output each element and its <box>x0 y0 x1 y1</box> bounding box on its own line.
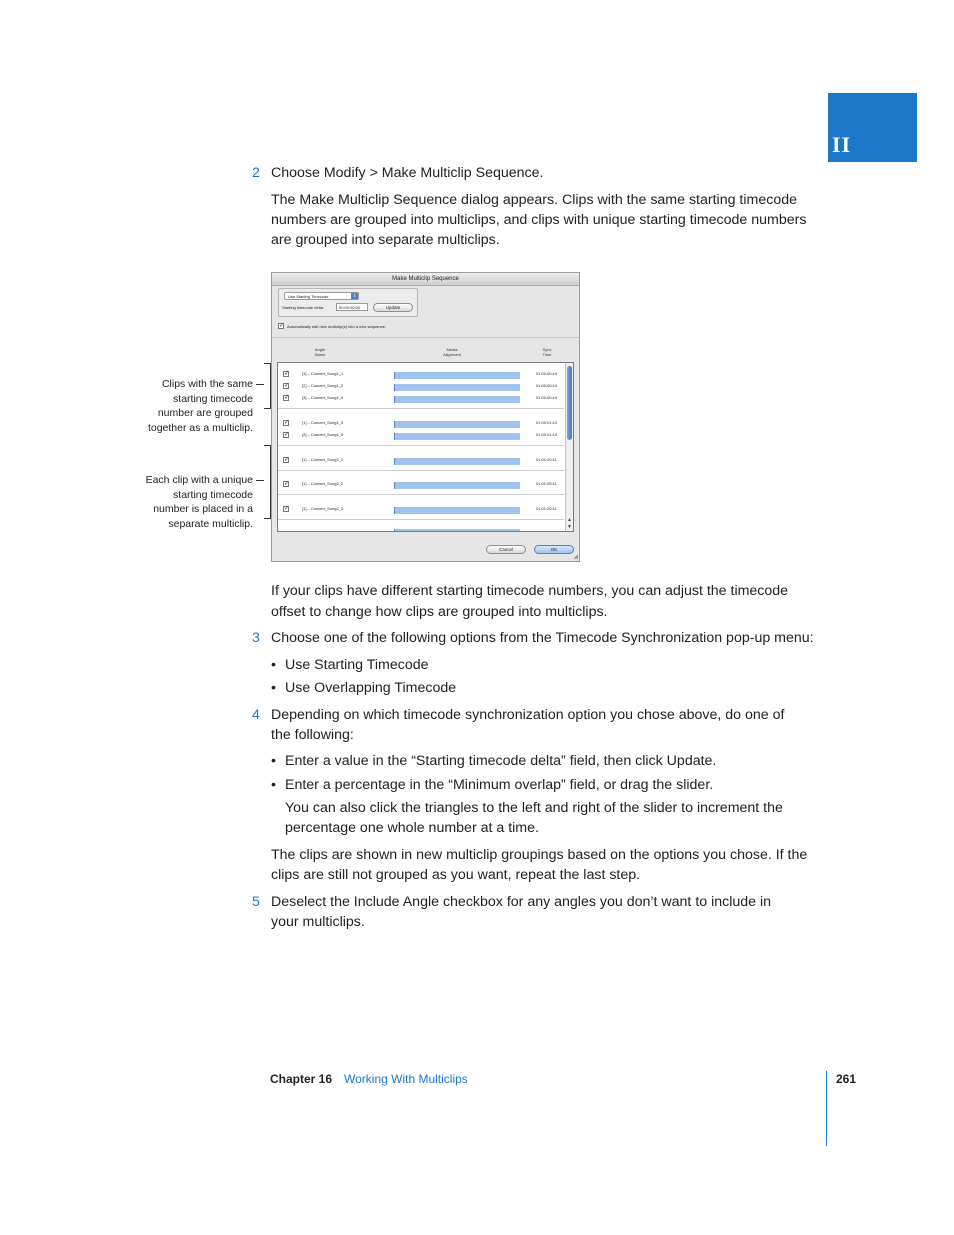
step-2-text: Choose Modify > Make Multiclip Sequence. <box>271 165 544 181</box>
callout-same-leader <box>256 384 264 385</box>
bullet-dot: • <box>271 777 276 793</box>
clip-row[interactable] <box>278 503 564 515</box>
sync-time: 01:00:01:10 <box>536 432 558 437</box>
clip-row[interactable] <box>278 368 564 380</box>
step-4-line-1: Depending on which timecode synchronization option you chose above, do one of <box>271 707 785 723</box>
step-4-sub-line-2: percentage one whole number at a time. <box>285 820 539 836</box>
sync-time: 01:00:01:10 <box>536 420 558 425</box>
sync-time: 01:00:00:10 <box>536 395 558 400</box>
step-2-note-line-3: are grouped into separate multiclips. <box>271 232 500 248</box>
include-angle-checkbox[interactable]: ✓ <box>284 371 290 377</box>
include-angle-checkbox[interactable]: ✓ <box>284 420 290 426</box>
media-alignment-bar <box>394 458 520 465</box>
sync-time: 01:01:05:11 <box>536 481 557 486</box>
footer-rule <box>826 1071 827 1146</box>
dialog-title: Make Multiclip Sequence <box>272 273 579 286</box>
media-alignment-bar <box>394 433 520 440</box>
clip-name: [1] – Concert_Song2_2 <box>302 481 344 486</box>
media-alignment-bar <box>394 372 520 379</box>
include-angle-checkbox[interactable]: ✓ <box>284 395 290 401</box>
media-alignment-bar <box>394 482 520 489</box>
popup-arrows-icon: ⇕ <box>352 293 357 298</box>
callout-unique-line-1: Each clip with a unique <box>145 474 253 486</box>
sync-time: 01:01:00:11 <box>536 457 557 462</box>
delta-label: Starting timecode delta: <box>282 305 325 310</box>
callout-unique-line-2: starting timecode <box>173 488 253 501</box>
dialog-divider <box>272 337 579 338</box>
media-alignment-bar <box>394 529 520 532</box>
starting-timecode-delta-field[interactable]: 00:00:00:00 <box>336 303 368 311</box>
clip-name: [1] – Concert_Song1_3 <box>302 420 344 425</box>
offset-note-line-2: offset to change how clips are grouped into multiclips. <box>271 604 608 620</box>
chapter-label: Chapter 16 <box>270 1072 333 1086</box>
col-header-media <box>437 347 467 357</box>
step-2-note-line-2: numbers are grouped into multiclips, and clips with unique starting timecode numbers <box>271 212 807 228</box>
clip-row[interactable] <box>278 478 564 490</box>
clip-row-partial <box>278 525 564 532</box>
part-tab-label: II <box>832 132 852 157</box>
include-angle-checkbox[interactable]: ✓ <box>284 481 290 487</box>
step-3-number: 3 <box>252 630 260 646</box>
chapter-title-link[interactable]: Working With Multiclips <box>344 1072 468 1086</box>
col-angle: Angle <box>314 347 326 352</box>
group-separator <box>278 408 564 409</box>
timecode-sync-popup-value: Use Starting Timecode <box>288 294 329 299</box>
make-multiclip-dialog <box>271 272 580 562</box>
auto-edit-label: Automatically edit new multiclip(s) into a new sequence. <box>287 323 386 329</box>
callout-same-line-4: together as a multiclip. <box>147 421 253 434</box>
callout-unique-leader <box>256 480 264 481</box>
col-sync: Sync <box>542 347 552 352</box>
callout-unique-timecode <box>146 473 253 531</box>
group-separator <box>278 445 564 446</box>
callout-same-line-1: Clips with the same <box>161 378 253 390</box>
step-4-sub-line-1: You can also click the triangles to the left and right of the slider to increment the <box>285 800 783 816</box>
scroll-thumb[interactable] <box>567 366 572 440</box>
ok-button[interactable]: OK <box>534 545 574 554</box>
clip-row[interactable] <box>278 392 564 404</box>
clip-name: [1] – Concert_Song2_1 <box>302 457 344 462</box>
timecode-sync-group <box>278 288 418 317</box>
clip-name: [1] – Concert_Song1_1 <box>302 371 344 376</box>
sync-time: 01:00:00:10 <box>536 383 558 388</box>
callout-unique-line-4: separate multiclip. <box>168 517 253 530</box>
scroll-down-arrow-icon[interactable]: ▼ <box>567 524 572 530</box>
include-angle-checkbox[interactable]: ✓ <box>284 506 290 512</box>
step-5-line-1: Deselect the Include Angle checkbox for any angles you don’t want to include in <box>271 894 772 910</box>
col-media: Media <box>446 347 458 352</box>
option-use-starting-timecode: Use Starting Timecode <box>285 657 429 673</box>
step-3-text: Choose one of the following options from the Timecode Synchronization pop-up menu: <box>271 630 814 646</box>
col-alignment: Alignment <box>443 352 461 357</box>
callout-unique-bracket <box>264 445 271 519</box>
cancel-button[interactable]: Cancel <box>486 545 526 554</box>
option-use-overlapping-timecode: Use Overlapping Timecode <box>285 680 457 696</box>
step-5-number: 5 <box>252 894 260 910</box>
auto-edit-row <box>278 323 386 329</box>
include-angle-checkbox[interactable]: ✓ <box>284 457 290 463</box>
callout-same-line-3: number are grouped <box>157 407 253 420</box>
update-button[interactable]: Update <box>373 303 413 312</box>
media-alignment-bar <box>394 396 520 403</box>
include-angle-checkbox[interactable]: ✓ <box>284 383 290 389</box>
clip-row[interactable] <box>278 380 564 392</box>
scroll-up-arrow-icon[interactable]: ▲ <box>567 517 572 523</box>
part-tab <box>828 93 917 162</box>
step-2-note-line-1: The Make Multiclip Sequence dialog appears. Clips with the same starting timecode <box>271 192 797 208</box>
media-alignment-bar <box>394 384 520 391</box>
step-4-line-2: the following: <box>271 727 354 743</box>
callout-same-bracket <box>264 363 271 409</box>
resize-grip-icon[interactable]: ◢ <box>573 554 578 560</box>
bullet-dot: • <box>271 753 276 769</box>
media-alignment-bar <box>394 507 520 514</box>
col-name: Name <box>314 352 326 357</box>
list-scrollbar[interactable] <box>565 363 573 531</box>
col-header-sync <box>535 347 559 357</box>
clip-name: [1] – Concert_Song2_3 <box>302 506 344 511</box>
bullet-dot: • <box>271 657 276 673</box>
step-4-bullet-1: Enter a value in the “Starting timecode delta” field, then click Update. <box>285 753 717 769</box>
sync-time: 01:00:00:10 <box>536 371 558 376</box>
bullet-dot: • <box>271 680 276 696</box>
step-2-number: 2 <box>252 165 260 181</box>
clip-name: [2] – Concert_Song1_5 <box>302 432 344 437</box>
callout-same-timecode <box>148 377 253 435</box>
clip-name: [3] – Concert_Song1_4 <box>302 395 344 400</box>
group-separator <box>278 494 564 495</box>
clip-row[interactable] <box>278 417 564 429</box>
page-number: 261 <box>836 1072 857 1086</box>
step-4-note-line-1: The clips are shown in new multiclip groupings based on the options you chose. If the <box>271 847 808 863</box>
group-separator <box>278 519 564 520</box>
multiclip-list[interactable] <box>277 362 574 532</box>
callout-unique-line-3: number is placed in a <box>153 503 253 516</box>
timecode-sync-popup[interactable] <box>284 292 359 300</box>
col-header-angle-name <box>310 347 330 357</box>
group-separator <box>278 470 564 471</box>
col-time: Time <box>542 352 552 357</box>
include-angle-checkbox[interactable]: ✓ <box>284 432 290 438</box>
offset-note-line-1: If your clips have different starting timecode numbers, you can adjust the timecode <box>271 583 789 599</box>
media-alignment-bar <box>394 421 520 428</box>
clip-row[interactable] <box>278 429 564 441</box>
clip-name: [2] – Concert_Song1_2 <box>302 383 344 388</box>
auto-edit-checkbox[interactable]: ✓ <box>279 323 285 329</box>
step-4-number: 4 <box>252 707 260 723</box>
step-4-bullet-2: Enter a percentage in the “Minimum overlap” field, or drag the slider. <box>285 777 714 793</box>
step-5-line-2: your multiclips. <box>271 914 365 930</box>
step-4-note-line-2: clips are still not grouped as you want, repeat the last step. <box>271 867 641 883</box>
clip-row[interactable] <box>278 454 564 466</box>
callout-same-line-2: starting timecode <box>173 392 253 405</box>
sync-time: 01:01:20:11 <box>536 506 557 511</box>
